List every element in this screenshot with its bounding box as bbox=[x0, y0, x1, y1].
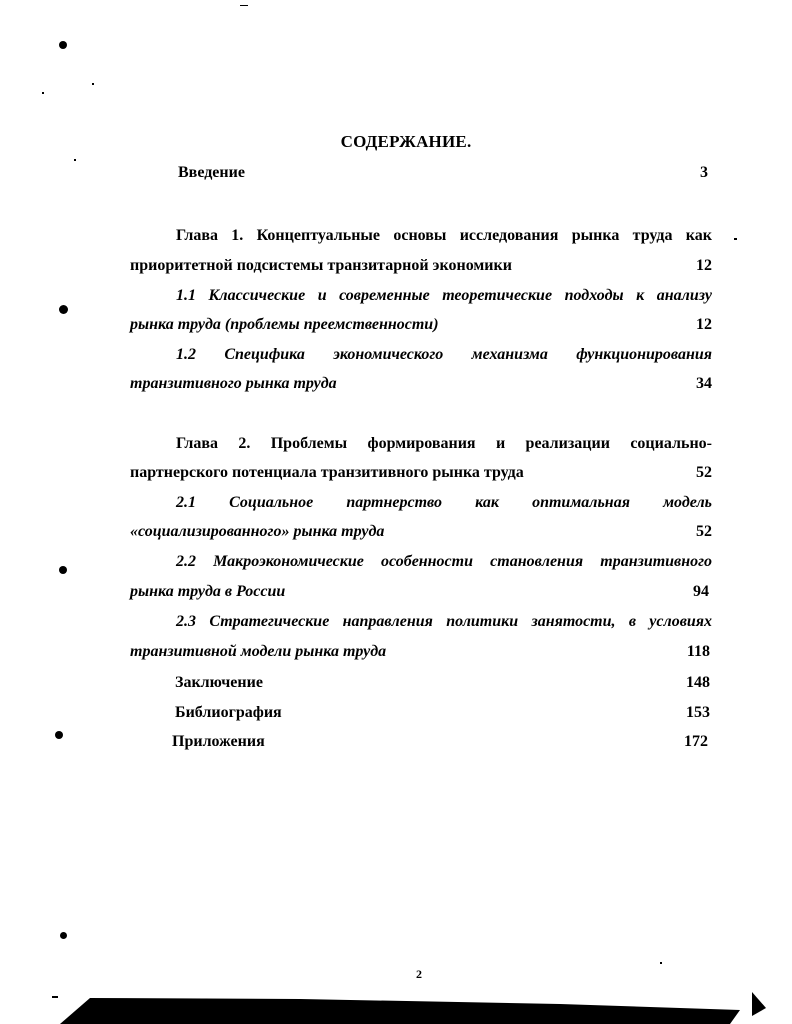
toc-section-1-2-line2 bbox=[130, 373, 712, 395]
speck-shape bbox=[52, 996, 58, 998]
toc-chapter-1-line2 bbox=[130, 255, 712, 277]
toc-page-number: 3 bbox=[700, 164, 708, 181]
toc-entry-conclusion bbox=[175, 672, 710, 694]
toc-section-1-2-line1: 1.2 Специфика экономического механизма функционирования bbox=[176, 346, 712, 363]
toc-entry-intro bbox=[178, 162, 708, 184]
toc-entry-label: «социализированного» рынка труда bbox=[130, 523, 385, 540]
toc-entry-label: рынка труда в России bbox=[130, 583, 286, 600]
toc-chapter-2-line2 bbox=[130, 462, 712, 484]
toc-page-number: 153 bbox=[686, 704, 710, 721]
toc-entry-label: партнерского потенциала транзитивного рынка труда bbox=[130, 464, 524, 481]
toc-page-number: 12 bbox=[696, 257, 712, 274]
toc-entry-label: транзитивной модели рынка труда bbox=[130, 643, 387, 660]
toc-section-1-1-line1: 1.1 Классические и современные теоретические подходы к анализу bbox=[176, 287, 712, 304]
toc-entry-label: Приложения bbox=[172, 733, 265, 750]
toc-page-number: 172 bbox=[684, 733, 708, 750]
toc-page-number: 12 bbox=[696, 316, 712, 333]
toc-page-number: 94 bbox=[693, 583, 709, 600]
toc-page-number: 34 bbox=[696, 375, 712, 392]
page-title: СОДЕРЖАНИЕ. bbox=[340, 132, 472, 151]
toc-entry-label: приоритетной подсистемы транзитарной экономики bbox=[130, 257, 512, 274]
toc-entry-label: рынка труда (проблемы преемственности) bbox=[130, 316, 439, 333]
corner-mark-shape bbox=[752, 992, 766, 1016]
toc-section-1-1-line2 bbox=[130, 314, 712, 336]
toc-section-2-3-line2 bbox=[130, 641, 712, 663]
toc-page-number: 52 bbox=[696, 464, 712, 481]
toc-page-number: 148 bbox=[686, 674, 710, 691]
toc-entry-bibliography bbox=[175, 702, 710, 724]
toc-section-2-3-line1: 2.3 Стратегические направления политики занятости, в условиях bbox=[176, 613, 712, 630]
toc-entry-label: транзитивного рынка труда bbox=[130, 375, 337, 392]
toc-page-number: 52 bbox=[696, 523, 712, 540]
toc-section-2-2-line1: 2.2 Макроэкономические особенности становления транзитивного bbox=[176, 553, 712, 570]
toc-entry-label: Заключение bbox=[175, 674, 263, 691]
toc-section-2-1-line1: 2.1 Социальное партнерство как оптимальная модель bbox=[176, 494, 712, 511]
toc-page-number: 118 bbox=[686, 643, 710, 660]
scan-shadow-shape bbox=[60, 998, 740, 1024]
toc-section-2-2-line2 bbox=[130, 581, 712, 603]
toc-chapter-1-line1: Глава 1. Концептуальные основы исследования рынка труда как bbox=[176, 227, 712, 244]
page-number: 2 bbox=[416, 967, 422, 981]
toc-chapter-2-line1: Глава 2. Проблемы формирования и реализации социально- bbox=[176, 435, 712, 452]
toc-entry-label: Библиография bbox=[175, 704, 282, 721]
toc-entry-label: Введение bbox=[178, 164, 245, 181]
toc-entry-appendices bbox=[172, 731, 708, 753]
toc-section-2-1-line2 bbox=[130, 521, 712, 543]
